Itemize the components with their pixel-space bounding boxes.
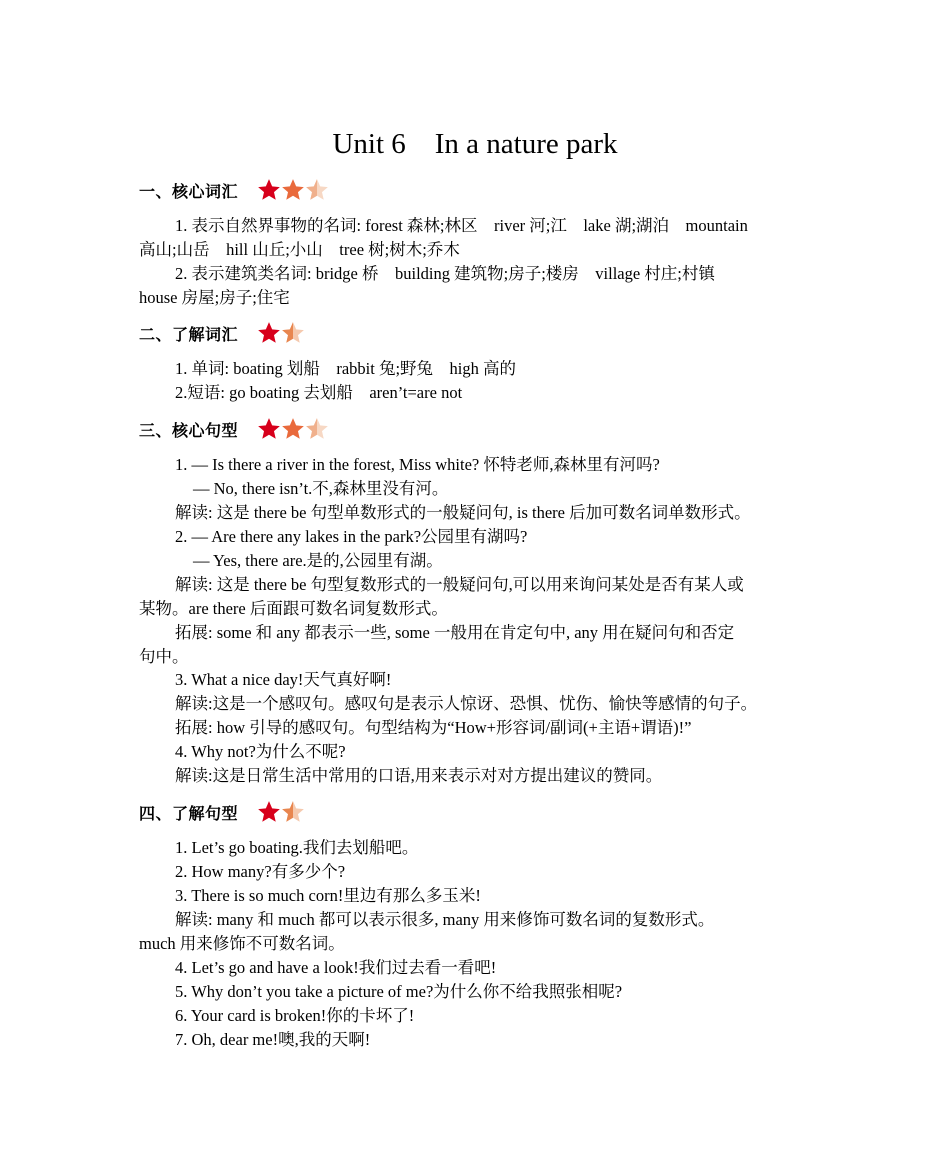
text-line: 拓展: how 引导的感叹句。句型结构为“How+形容词/副词(+主语+谓语)!”: [175, 718, 692, 737]
text-line: 4. Let’s go and have a look!我们过去看一看吧!: [175, 958, 497, 977]
text-line: 3. There is so much corn!里边有那么多玉米!: [175, 886, 481, 905]
text-line: 解读: 这是 there be 句型单数形式的一般疑问句, is there 后加可数名词单数形式。: [175, 503, 751, 522]
text-line: house 房屋;房子;住宅: [139, 288, 290, 307]
star-half-icon: [280, 320, 306, 346]
text-line: 2. — Are there any lakes in the park?公园里有湖吗?: [175, 527, 528, 546]
star-full-icon: [280, 177, 306, 203]
rating-stars: [256, 177, 328, 203]
text-line: much 用来修饰不可数名词。: [139, 934, 345, 953]
text-line: 解读: 这是 there be 句型复数形式的一般疑问句,可以用来询问某处是否有某人或: [175, 575, 744, 594]
text-line: 6. Your card is broken!你的卡坏了!: [175, 1006, 415, 1025]
section-label: 三、核心句型: [139, 420, 239, 440]
text-line: 7. Oh, dear me!噢,我的天啊!: [175, 1030, 371, 1049]
rating-stars: [256, 416, 328, 442]
text-line: 1. 表示自然界事物的名词: forest 森林;林区 river 河;江 lake 湖;湖泊 mountain: [175, 216, 748, 235]
rating-stars: [256, 320, 304, 346]
star-full-icon: [256, 799, 282, 825]
text-line: 拓展: some 和 any 都表示一些, some 一般用在肯定句中, any 用在疑问句和否定: [175, 623, 735, 642]
text-line: — No, there isn’t.不,森林里没有河。: [193, 479, 449, 498]
text-line: 4. Why not?为什么不呢?: [175, 742, 346, 761]
text-line: 2. 表示建筑类名词: bridge 桥 building 建筑物;房子;楼房 village 村庄;村镇: [175, 264, 715, 283]
text-line: 1. — Is there a river in the forest, Miss white? 怀特老师,森林里有河吗?: [175, 455, 660, 474]
text-line: 1. Let’s go boating.我们去划船吧。: [175, 838, 419, 857]
text-line: 解读:这是日常生活中常用的口语,用来表示对对方提出建议的赞同。: [175, 766, 663, 785]
section-label: 二、了解词汇: [139, 324, 239, 344]
page-title: Unit 6 In a nature park: [332, 128, 618, 160]
section-heading-core-vocabulary: [139, 175, 328, 205]
section-label: 一、核心词汇: [139, 181, 239, 201]
text-line: 某物。are there 后面跟可数名词复数形式。: [139, 599, 448, 618]
text-line: 5. Why don’t you take a picture of me?为什么你不给我照张相呢?: [175, 982, 623, 1001]
star-full-icon: [256, 177, 282, 203]
star-half-icon: [304, 177, 330, 203]
section-heading-core-sentences: [139, 414, 328, 444]
star-half-icon: [304, 416, 330, 442]
text-line: 2. How many?有多少个?: [175, 862, 346, 881]
section-label: 四、了解句型: [139, 803, 239, 823]
text-line: 解读: many 和 much 都可以表示很多, many 用来修饰可数名词的复数形式。: [175, 910, 715, 929]
rating-stars: [256, 799, 304, 825]
text-line: 1. 单词: boating 划船 rabbit 兔;野兔 high 高的: [175, 359, 516, 378]
star-half-icon: [280, 799, 306, 825]
text-line: 解读:这是一个感叹句。感叹句是表示人惊讶、恐惧、忧伤、愉快等感情的句子。: [175, 694, 758, 713]
star-full-icon: [256, 416, 282, 442]
text-line: 高山;山岳 hill 山丘;小山 tree 树;树木;乔木: [139, 240, 460, 259]
text-line: — Yes, there are.是的,公园里有湖。: [193, 551, 443, 570]
section-heading-extra-vocabulary: [139, 318, 304, 348]
star-full-icon: [280, 416, 306, 442]
text-line: 句中。: [139, 647, 189, 666]
star-full-icon: [256, 320, 282, 346]
text-line: 3. What a nice day!天气真好啊!: [175, 670, 392, 689]
section-heading-extra-sentences: [139, 797, 304, 827]
text-line: 2.短语: go boating 去划船 aren’t=are not: [175, 383, 463, 402]
